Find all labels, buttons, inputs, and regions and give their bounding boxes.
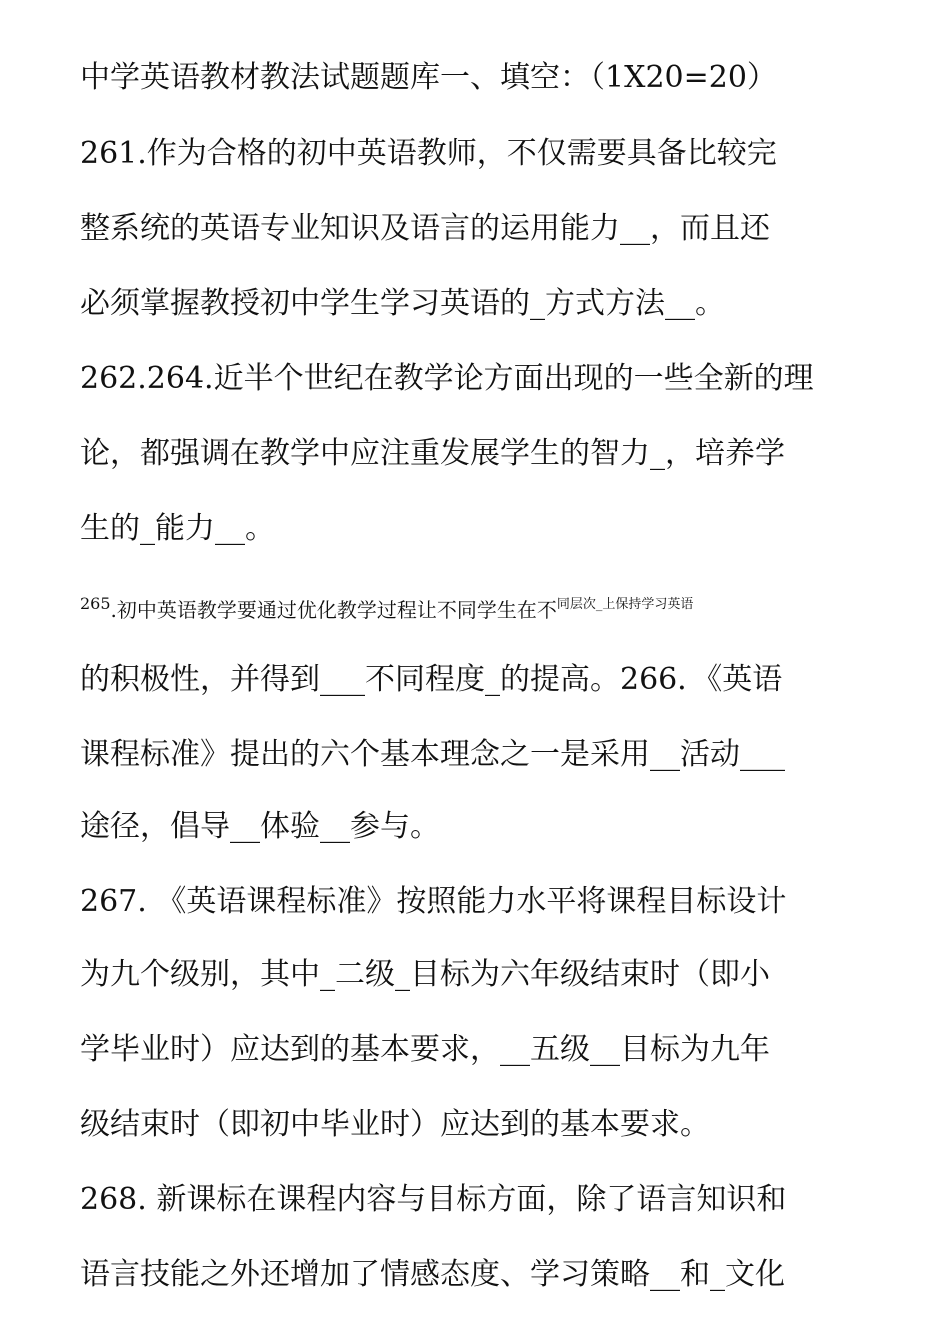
question-261-line-1: 261.作为合格的初中英语教师，不仅需要具备比较完	[80, 136, 777, 171]
question-262-line-1: 262.264.近半个世纪在教学论方面出现的一些全新的理	[80, 361, 814, 396]
question-266-line-2: 途径，倡导__体验__参与。	[80, 809, 440, 844]
question-267-line-2: 为九个级别，其中_二级_目标为六年级结束时（即小	[80, 957, 770, 992]
question-265-line-2: 的积极性，并得到___不同程度_的提高。266．《英语	[80, 662, 783, 697]
question-268-line-1: 268. 新课标在课程内容与目标方面，除了语言知识和	[80, 1182, 787, 1217]
question-261-line-2: 整系统的英语专业知识及语言的运用能力__，而且还	[80, 211, 770, 246]
document-title-line: 中学英语教材教法试题题库一、填空：（1X20=20）	[80, 60, 777, 95]
question-267-line-4: 级结束时（即初中毕业时）应达到的基本要求。	[80, 1107, 710, 1142]
question-265-text: .初中英语教学要通过优化教学过程让不同学生在不	[110, 598, 557, 622]
question-261-line-3: 必须掌握教授初中学生学习英语的_方式方法__。	[80, 286, 725, 321]
question-265-number: 265	[80, 594, 111, 613]
question-267-line-1: 267. 《英语课程标准》按照能力水平将课程目标设计	[80, 884, 787, 919]
question-268-line-2: 语言技能之外还增加了情感态度、学习策略__和_文化	[80, 1257, 785, 1292]
question-267-line-3: 学毕业时）应达到的基本要求，__五级__目标为九年	[80, 1032, 770, 1067]
question-265-tiny-text: 同层次_上保持学习英语	[556, 597, 694, 612]
question-265-line-1	[80, 595, 880, 629]
question-266-line-1: 课程标准》提出的六个基本理念之一是采用__活动___	[80, 737, 785, 772]
question-262-line-3: 生的_能力__。	[80, 511, 275, 546]
question-262-line-2: 论，都强调在教学中应注重发展学生的智力_，培养学	[80, 436, 785, 471]
